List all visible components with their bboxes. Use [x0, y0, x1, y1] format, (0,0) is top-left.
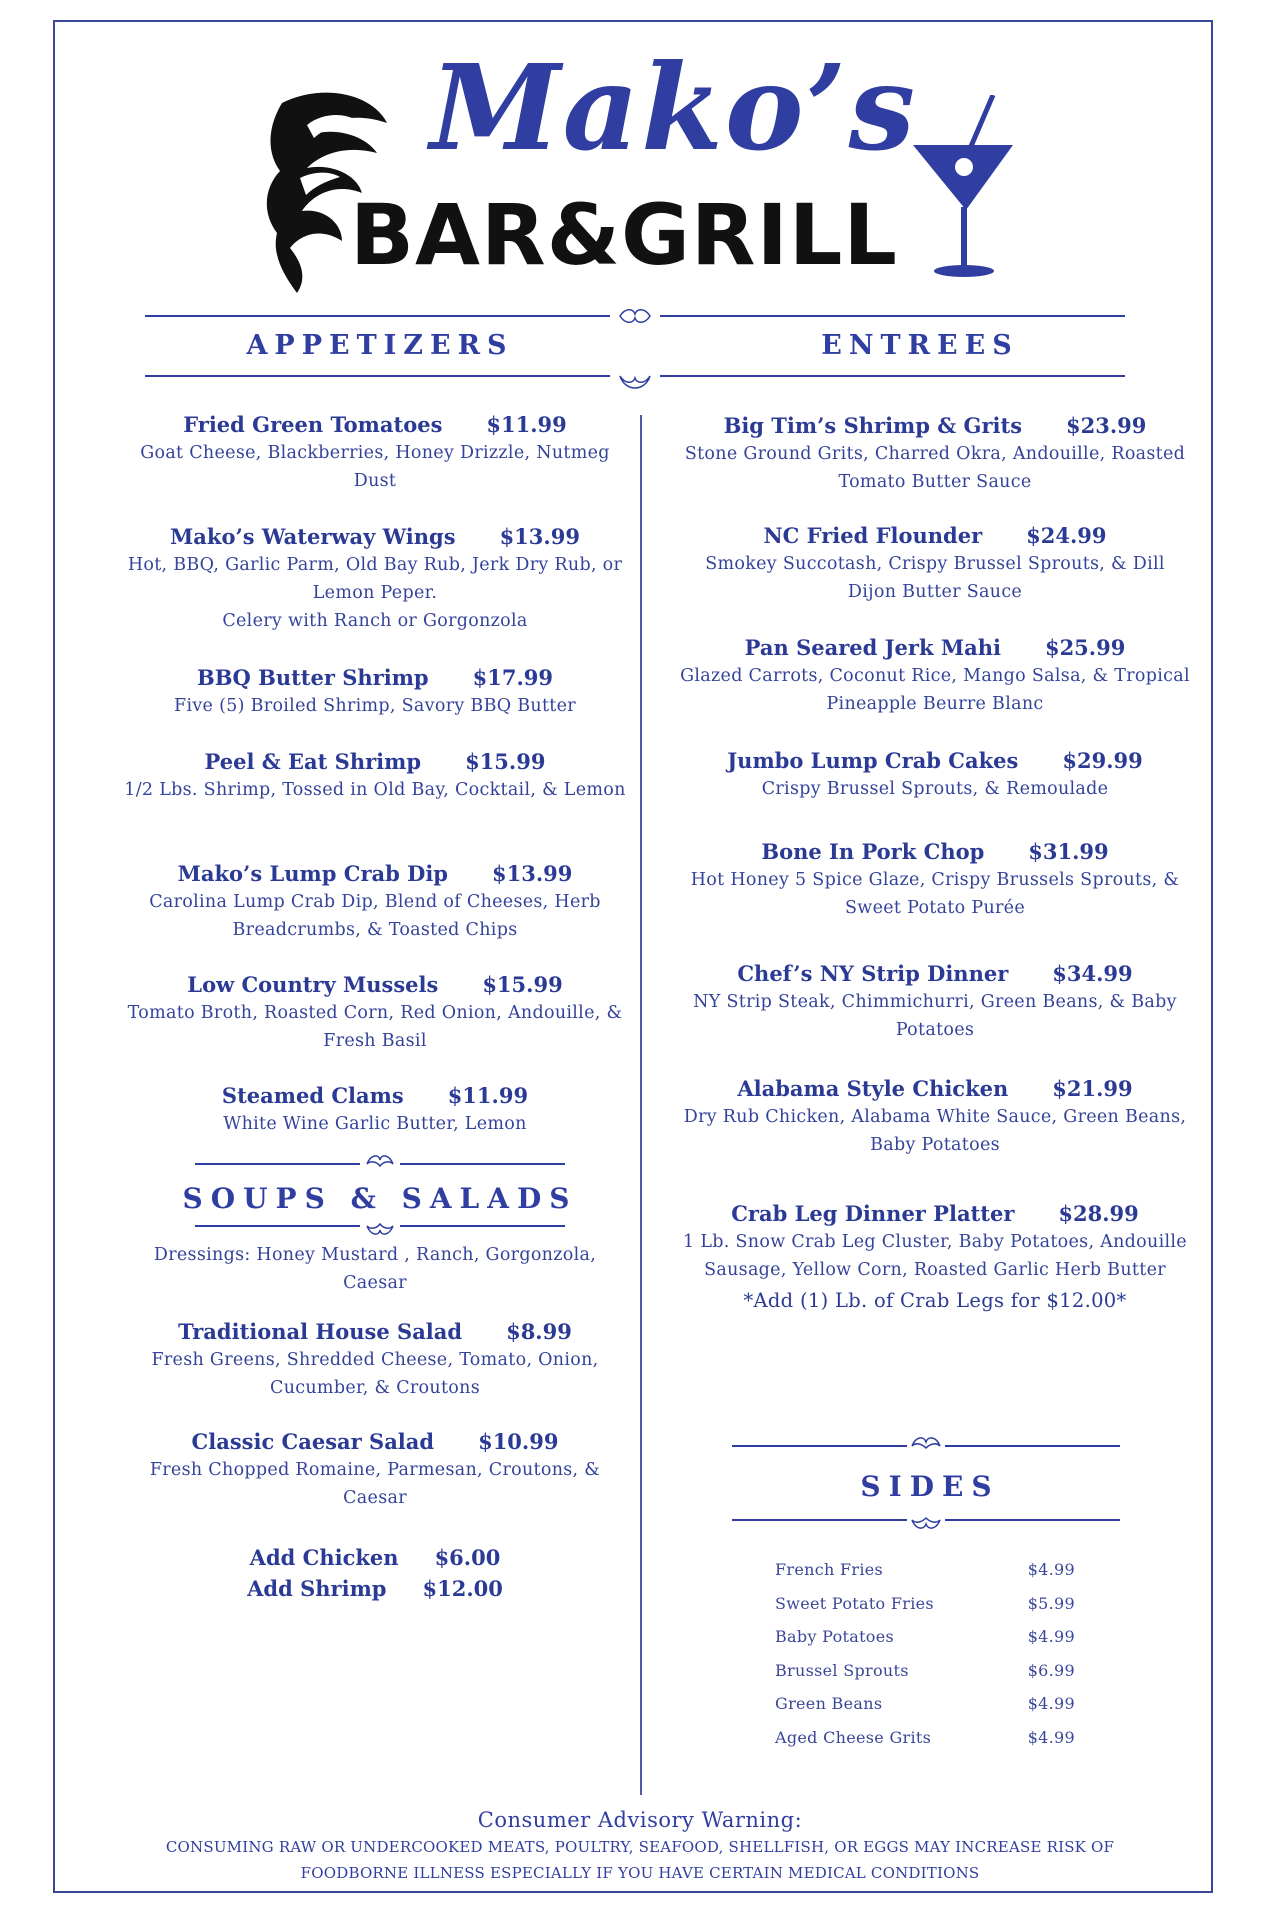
item-name: Peel & Eat Shrimp: [204, 749, 422, 774]
advisory-text: CONSUMING RAW OR UNDERCOOKED MEATS, POULTRY, SEAFOOD, SHELLFISH, OR EGGS MAY INCREASE RISK OF FOODBORNE ILLNESS ESPECIALLY IF YOU HAVE CERTAIN MEDICAL CONDITIONS: [165, 1838, 1115, 1882]
addon-row: [120, 1573, 630, 1604]
item-name: Pan Seared Jerk Mahi: [744, 635, 1001, 660]
item-price: $11.99: [486, 412, 567, 437]
addon-name: Add Shrimp: [247, 1576, 387, 1601]
appetizers-title: APPETIZERS: [246, 330, 514, 361]
side-name: Sweet Potato Fries: [775, 1593, 934, 1613]
item-description: Five (5) Broiled Shrimp, Savory BBQ Butter: [174, 696, 576, 716]
side-item: [775, 1694, 1075, 1728]
item-name: Steamed Clams: [221, 1083, 404, 1108]
item-price: $21.99: [1052, 1076, 1133, 1101]
item-name: Traditional House Salad: [178, 1319, 463, 1344]
item-description: Hot, BBQ, Garlic Parm, Old Bay Rub, Jerk Dry Rub, or Lemon Peper.: [127, 555, 623, 603]
ornament-divider-bottom: [145, 370, 1125, 394]
side-price: $4.99: [1027, 1727, 1075, 1747]
menu-item: [120, 1082, 630, 1138]
item-description: Smokey Succotash, Crispy Brussel Sprouts, & Dill Dijon Butter Sauce: [705, 554, 1165, 602]
menu-item: [120, 523, 630, 635]
sides-title: SIDES: [860, 1470, 1000, 1503]
menu-item: [120, 971, 630, 1055]
menu-item: [680, 634, 1190, 718]
side-item: [775, 1560, 1075, 1594]
menu-item: [680, 1075, 1190, 1159]
item-name: Classic Caesar Salad: [191, 1429, 435, 1454]
item-price: $15.99: [465, 749, 546, 774]
side-name: Brussel Sprouts: [775, 1660, 909, 1680]
item-name: Fried Green Tomatoes: [183, 412, 443, 437]
item-description: Stone Ground Grits, Charred Okra, Andouille, Roasted Tomato Butter Sauce: [684, 444, 1186, 492]
item-name: Mako’s Waterway Wings: [170, 524, 456, 549]
side-item: [775, 1627, 1075, 1661]
brand-logo: [262, 38, 1022, 300]
side-price: $4.99: [1027, 1560, 1075, 1579]
item-description: NY Strip Steak, Chimmichurri, Green Beans, & Baby Potatoes: [693, 992, 1177, 1040]
column-divider: [640, 415, 642, 1795]
item-name: Mako’s Lump Crab Dip: [177, 861, 448, 886]
item-description: 1 Lb. Snow Crab Leg Cluster, Baby Potatoes, Andouille Sausage, Yellow Corn, Roasted Garlic Herb Butter: [683, 1232, 1187, 1280]
side-price: $5.99: [1027, 1593, 1075, 1613]
addon-name: Add Chicken: [249, 1545, 399, 1570]
sides-list: [775, 1560, 1075, 1761]
dressings-text: Dressings: Honey Mustard , Ranch, Gorgonzola, Caesar: [153, 1245, 597, 1293]
item-name: Jumbo Lump Crab Cakes: [727, 748, 1019, 773]
ornament-divider-soups-top: [195, 1148, 565, 1172]
addon-row: [120, 1542, 630, 1573]
side-name: Aged Cheese Grits: [775, 1727, 932, 1747]
martini-glass-icon: [908, 95, 1018, 289]
item-description: Fresh Greens, Shredded Cheese, Tomato, Onion, Cucumber, & Croutons: [151, 1350, 599, 1398]
item-price: $11.99: [447, 1083, 529, 1108]
menu-item: [680, 747, 1190, 803]
item-price: $25.99: [1044, 635, 1126, 660]
item-price: $28.99: [1058, 1201, 1139, 1226]
side-item: [775, 1661, 1075, 1695]
item-price: $31.99: [1028, 839, 1109, 864]
menu-item: [680, 522, 1190, 606]
menu-item: [680, 1200, 1190, 1316]
item-price: $10.99: [478, 1429, 559, 1454]
ornament-divider-sides-top: [732, 1428, 1120, 1454]
menu-item: [680, 838, 1190, 922]
menu-item: [120, 748, 630, 804]
brand-script-name: Mako’s: [430, 38, 918, 177]
item-description: Goat Cheese, Blackberries, Honey Drizzle, Nutmeg Dust: [140, 443, 610, 491]
item-price: $34.99: [1052, 961, 1133, 986]
item-name: NC Fried Flounder: [763, 523, 983, 548]
item-description: Crispy Brussel Sprouts, & Remoulade: [761, 779, 1109, 799]
item-description-extra: Celery with Ranch or Gorgonzola: [222, 611, 528, 631]
menu-item: [120, 411, 630, 495]
item-price: $24.99: [1026, 523, 1107, 548]
ornament-divider-top: [145, 305, 1125, 327]
item-name: Bone In Pork Chop: [761, 839, 985, 864]
side-name: Baby Potatoes: [775, 1627, 895, 1646]
menu-item: [120, 664, 630, 720]
item-price: $17.99: [472, 665, 553, 690]
item-name: BBQ Butter Shrimp: [196, 665, 429, 690]
addon-price: $6.00: [434, 1545, 501, 1570]
item-description: Glazed Carrots, Coconut Rice, Mango Salsa, & Tropical Pineapple Beurre Blanc: [680, 666, 1190, 714]
item-description: Fresh Chopped Romaine, Parmesan, Croutons, & Caesar: [149, 1460, 601, 1508]
item-description: Hot Honey 5 Spice Glaze, Crispy Brussels Sprouts, & Sweet Potato Purée: [690, 870, 1180, 918]
advisory-title: Consumer Advisory Warning:: [477, 1808, 803, 1832]
menu-item: [120, 1318, 630, 1402]
item-description: 1/2 Lbs. Shrimp, Tossed in Old Bay, Cocktail, & Lemon: [124, 780, 626, 800]
brand-block-name: BAR&GRILL: [350, 186, 898, 284]
item-price: $13.99: [499, 524, 580, 549]
item-price: $8.99: [506, 1319, 572, 1344]
item-price: $29.99: [1062, 748, 1143, 773]
soups-salads-title: SOUPS & SALADS: [182, 1182, 578, 1215]
side-item: [775, 1594, 1075, 1628]
item-name: Alabama Style Chicken: [737, 1076, 1009, 1101]
menu-item: [680, 960, 1190, 1044]
ornament-divider-soups-bottom: [195, 1222, 565, 1242]
salad-addons: [120, 1542, 630, 1604]
item-name: Big Tim’s Shrimp & Grits: [723, 413, 1023, 438]
side-price: $6.99: [1027, 1660, 1075, 1680]
item-name: Low Country Mussels: [187, 972, 439, 997]
item-price: $15.99: [482, 972, 563, 997]
item-name: Chef’s NY Strip Dinner: [737, 961, 1009, 986]
side-item: [775, 1728, 1075, 1762]
consumer-advisory: [60, 1806, 1220, 1886]
item-description: Tomato Broth, Roasted Corn, Red Onion, Andouille, & Fresh Basil: [127, 1003, 623, 1051]
side-name: French Fries: [775, 1560, 884, 1579]
item-description: White Wine Garlic Butter, Lemon: [223, 1114, 527, 1134]
crab-addon-note: *Add (1) Lb. of Crab Legs for $12.00*: [743, 1289, 1127, 1312]
side-price: $4.99: [1027, 1627, 1075, 1646]
dressings-note: [120, 1241, 630, 1297]
addon-price: $12.00: [422, 1576, 503, 1601]
ornament-divider-sides-bottom: [732, 1516, 1120, 1538]
entrees-title: ENTREES: [821, 330, 1019, 361]
item-price: $13.99: [491, 861, 573, 886]
item-description: Carolina Lump Crab Dip, Blend of Cheeses, Herb Breadcrumbs, & Toasted Chips: [149, 892, 601, 940]
menu-item: [120, 1428, 630, 1512]
menu-item: [120, 860, 630, 944]
side-name: Green Beans: [775, 1694, 883, 1713]
menu-item: [680, 412, 1190, 496]
item-name: Crab Leg Dinner Platter: [731, 1201, 1015, 1226]
side-price: $4.99: [1027, 1694, 1075, 1713]
item-price: $23.99: [1066, 413, 1147, 438]
item-description: Dry Rub Chicken, Alabama White Sauce, Green Beans, Baby Potatoes: [683, 1107, 1187, 1155]
